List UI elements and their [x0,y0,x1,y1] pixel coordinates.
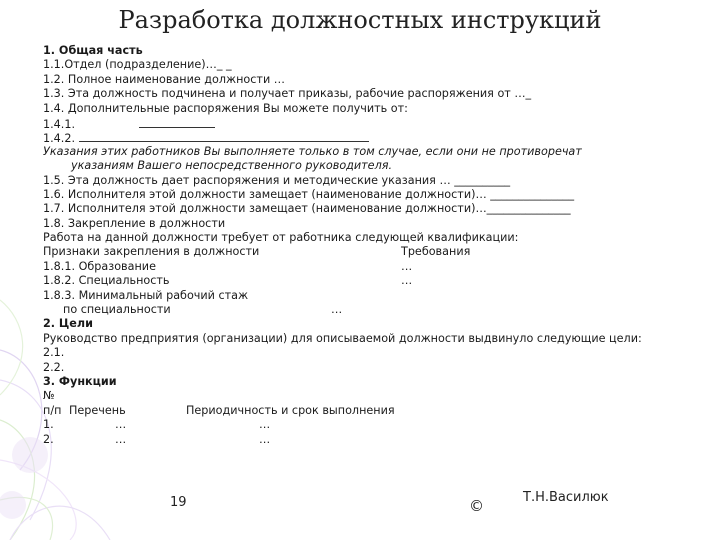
goal-2-2: 2.2. [43,360,65,374]
item-1-4-1-label: 1.4.1. [43,117,76,131]
blank-line [79,130,369,142]
function-row-1-num: 1. [43,418,54,432]
qualification-header-signs: Признаки закрепления в должности [43,245,260,259]
item-1-8-1-value: … [401,259,413,273]
author-name: Т.Н.Василюк [523,490,609,505]
qualification-header-requirements: Требования [401,245,471,259]
function-row-1 [43,418,703,432]
qualification-intro: Работа на данной должности требует от работника следующей квалификации: [43,231,519,245]
goals-intro: Руководство предприятия (организации) для описываемой должности выдвинуло следующие цели: [43,331,642,345]
item-1-4-2-label: 1.4.2. [43,132,76,146]
function-row-2-period: … [259,432,271,446]
item-1-6: 1.6. Исполнителя этой должности замещает (наименование должности)… _______________ [43,187,575,201]
item-1-8: 1.8. Закрепление в должности [43,216,226,230]
item-1-8-3-value: … [331,303,343,317]
qualification-header-row [43,245,703,259]
item-1-8-2 [43,274,703,288]
item-1-8-2-label: 1.8.2. Специальность [43,274,170,288]
item-1-8-1-label: 1.8.1. Образование [43,259,156,273]
function-row-1-list: … [115,418,127,432]
item-1-5: 1.5. Эта должность дает распоряжения и методические указания … __________ [43,173,511,187]
functions-header-list: Перечень [69,403,126,417]
item-1-3: 1.3. Эта должность подчинена и получает приказы, рабочие распоряжения от …_ [43,87,532,101]
functions-header-num: п/п [43,403,62,417]
section-heading-goals: 2. Цели [43,317,93,331]
function-row-2 [43,433,703,447]
note-line-1: Указания этих работников Вы выполняете только в том случае, если они не противоречат [43,144,582,158]
blank-line [139,116,215,128]
item-1-4: 1.4. Дополнительные распоряжения Вы можете получить от: [43,101,408,115]
instruction-body [43,44,703,447]
item-1-8-3: 1.8.3. Минимальный рабочий стаж [43,288,249,302]
item-1-2: 1.2. Полное наименование должности … [43,72,285,86]
goal-2-1: 2.1. [43,346,65,360]
functions-number-sign: № [43,389,55,403]
copyright-icon: © [469,497,484,515]
item-1-4-1 [43,116,703,130]
item-1-8-3-cont [43,303,703,317]
item-1-4-2 [43,130,703,144]
function-row-2-list: … [115,432,127,446]
item-1-8-2-value: … [401,274,413,288]
function-row-2-num: 2. [43,432,54,446]
item-1-1: 1.1.Отдел (подразделение)…_ _ [43,58,232,72]
page-number: 19 [170,495,187,510]
page-title: Разработка должностных инструкций [118,6,602,34]
section-heading-general: 1. Общая часть [43,44,143,57]
function-row-1-period: … [259,418,271,432]
section-heading-functions: 3. Функции [43,374,117,388]
item-1-7: 1.7. Исполнителя этой должности замещает (наименование должности)…_______________ [43,202,571,216]
functions-header-row [43,404,703,418]
item-1-8-3-cont-label: по специальности [63,303,171,317]
functions-header-period: Периодичность и срок выполнения [186,403,395,417]
item-1-8-1 [43,260,703,274]
note-line-2: указаниям Вашего непосредственного руководителя. [71,159,393,173]
